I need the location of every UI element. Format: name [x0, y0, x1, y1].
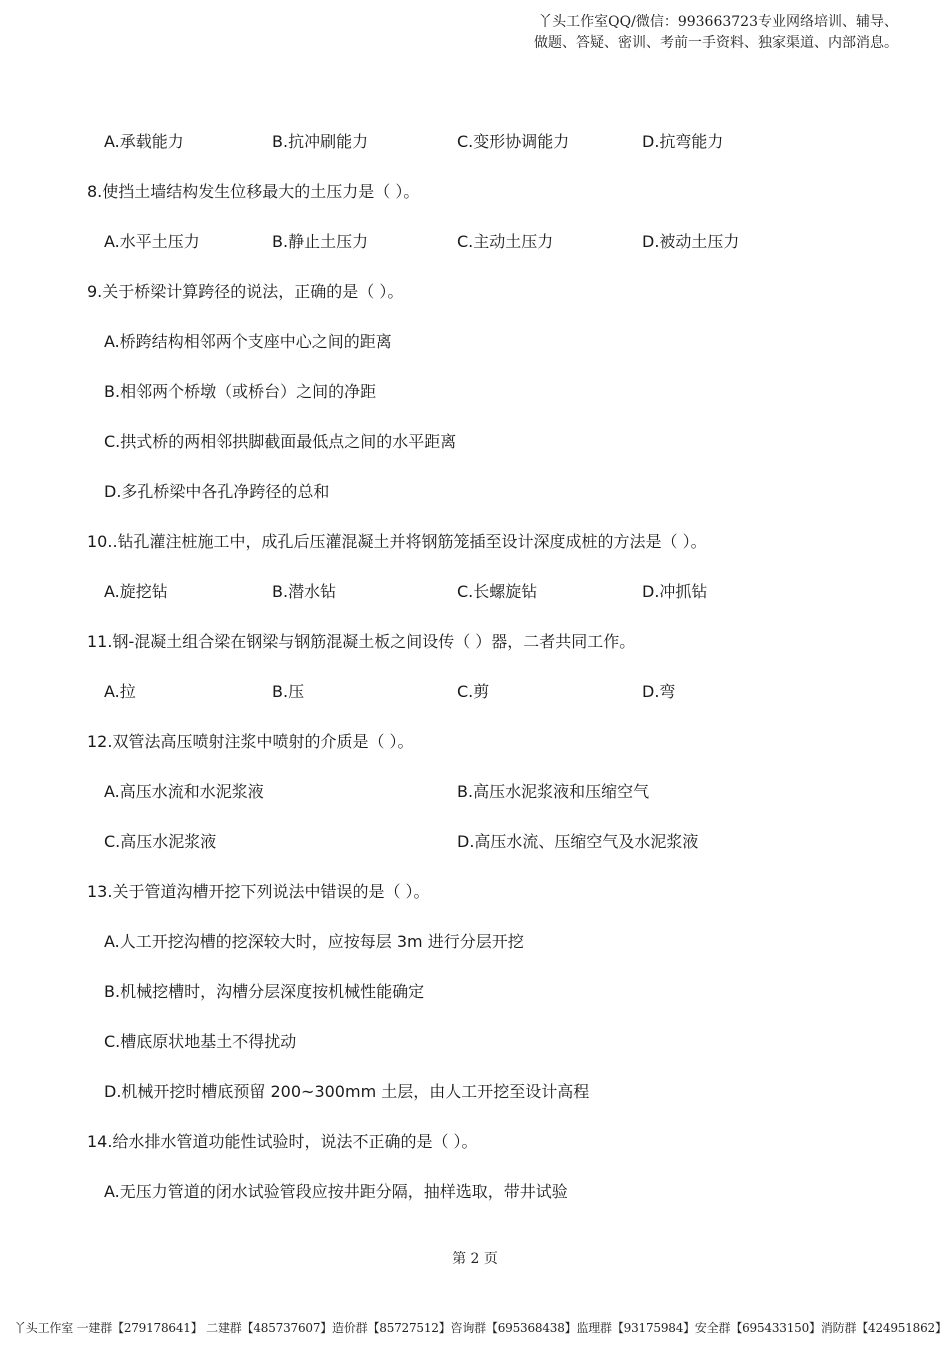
answer-option: A.人工开挖沟槽的挖深较大时，应按每层 3m 进行分层开挖 — [104, 932, 524, 951]
answer-options-row — [0, 780, 950, 804]
answer-option: B.压 — [272, 682, 305, 701]
answer-option: C.主动土压力 — [457, 232, 554, 251]
answer-option: D.多孔桥梁中各孔净跨径的总和 — [104, 482, 330, 501]
question-text: 8.使挡土墙结构发生位移最大的土压力是（ ）。 — [87, 182, 420, 201]
answer-option-row — [0, 1180, 950, 1204]
footer-contact-line: 丫头工作室 一建群【279178641】 二建群【485737607】造价群【85727512】咨询群【695368438】监理群【93175984】安全群【695433150】消防群【424951862】 — [14, 1321, 947, 1335]
answer-option: B.高压水泥浆液和压缩空气 — [457, 782, 650, 801]
answer-options-row — [0, 580, 950, 604]
question-stem — [0, 1130, 950, 1154]
answer-option-row — [0, 1030, 950, 1054]
question-stem — [0, 730, 950, 754]
answer-option: C.剪 — [457, 682, 490, 701]
answer-option: C.高压水泥浆液 — [104, 832, 217, 851]
answer-options-row — [0, 680, 950, 704]
header-line-2: 做题、答疑、密训、考前一手资料、独家渠道、内部消息。 — [534, 35, 898, 51]
answer-option: D.机械开挖时槽底预留 200~300mm 土层，由人工开挖至设计高程 — [104, 1082, 590, 1101]
question-stem — [0, 530, 950, 554]
answer-option-row — [0, 980, 950, 1004]
answer-option: B.静止土压力 — [272, 232, 369, 251]
answer-option: D.冲抓钻 — [642, 582, 708, 601]
answer-option-row — [0, 430, 950, 454]
answer-option: A.水平土压力 — [104, 232, 200, 251]
question-text: 11.钢-混凝土组合梁在钢梁与钢筋混凝土板之间设传（ ）器，二者共同工作。 — [87, 632, 636, 651]
answer-options-row — [0, 230, 950, 254]
answer-option-row — [0, 380, 950, 404]
question-text: 13.关于管道沟槽开挖下列说法中错误的是（ ）。 — [87, 882, 430, 901]
question-text: 9.关于桥梁计算跨径的说法，正确的是（ ）。 — [87, 282, 404, 301]
question-stem — [0, 880, 950, 904]
answer-options-row — [0, 130, 950, 154]
page-number: 第 2 页 — [452, 1251, 498, 1267]
answer-options-row — [0, 830, 950, 854]
answer-option: D.高压水流、压缩空气及水泥浆液 — [457, 832, 699, 851]
answer-option: A.无压力管道的闭水试验管段应按井距分隔，抽样选取，带井试验 — [104, 1182, 568, 1201]
question-text: 10..钻孔灌注桩施工中，成孔后压灌混凝土并将钢筋笼插至设计深度成桩的方法是（ ）。 — [87, 532, 707, 551]
answer-option: B.机械挖槽时，沟槽分层深度按机械性能确定 — [104, 982, 425, 1001]
answer-option: A.桥跨结构相邻两个支座中心之间的距离 — [104, 332, 392, 351]
answer-option: A.高压水流和水泥浆液 — [104, 782, 264, 801]
answer-option-row — [0, 330, 950, 354]
header-line-1: 丫头工作室QQ/微信：993663723专业网络培训、辅导、 — [538, 14, 898, 30]
answer-option: B.相邻两个桥墩（或桥台）之间的净距 — [104, 382, 377, 401]
question-stem — [0, 180, 950, 204]
answer-option: D.被动土压力 — [642, 232, 740, 251]
answer-option: C.长螺旋钻 — [457, 582, 538, 601]
answer-option: A.承载能力 — [104, 132, 184, 151]
answer-option: D.弯 — [642, 682, 676, 701]
answer-option: D.抗弯能力 — [642, 132, 724, 151]
answer-option: C.变形协调能力 — [457, 132, 570, 151]
question-text: 12.双管法高压喷射注浆中喷射的介质是（ ）。 — [87, 732, 414, 751]
question-text: 14.给水排水管道功能性试验时，说法不正确的是（ ）。 — [87, 1132, 478, 1151]
answer-option: A.拉 — [104, 682, 136, 701]
watermark-header — [534, 12, 898, 54]
question-stem — [0, 280, 950, 304]
question-stem — [0, 630, 950, 654]
answer-option: C.拱式桥的两相邻拱脚截面最低点之间的水平距离 — [104, 432, 457, 451]
answer-option-row — [0, 930, 950, 954]
answer-option: B.抗冲刷能力 — [272, 132, 369, 151]
answer-option: B.潜水钻 — [272, 582, 337, 601]
answer-option-row — [0, 480, 950, 504]
answer-option: A.旋挖钻 — [104, 582, 168, 601]
answer-option-row — [0, 1080, 950, 1104]
answer-option: C.槽底原状地基土不得扰动 — [104, 1032, 297, 1051]
